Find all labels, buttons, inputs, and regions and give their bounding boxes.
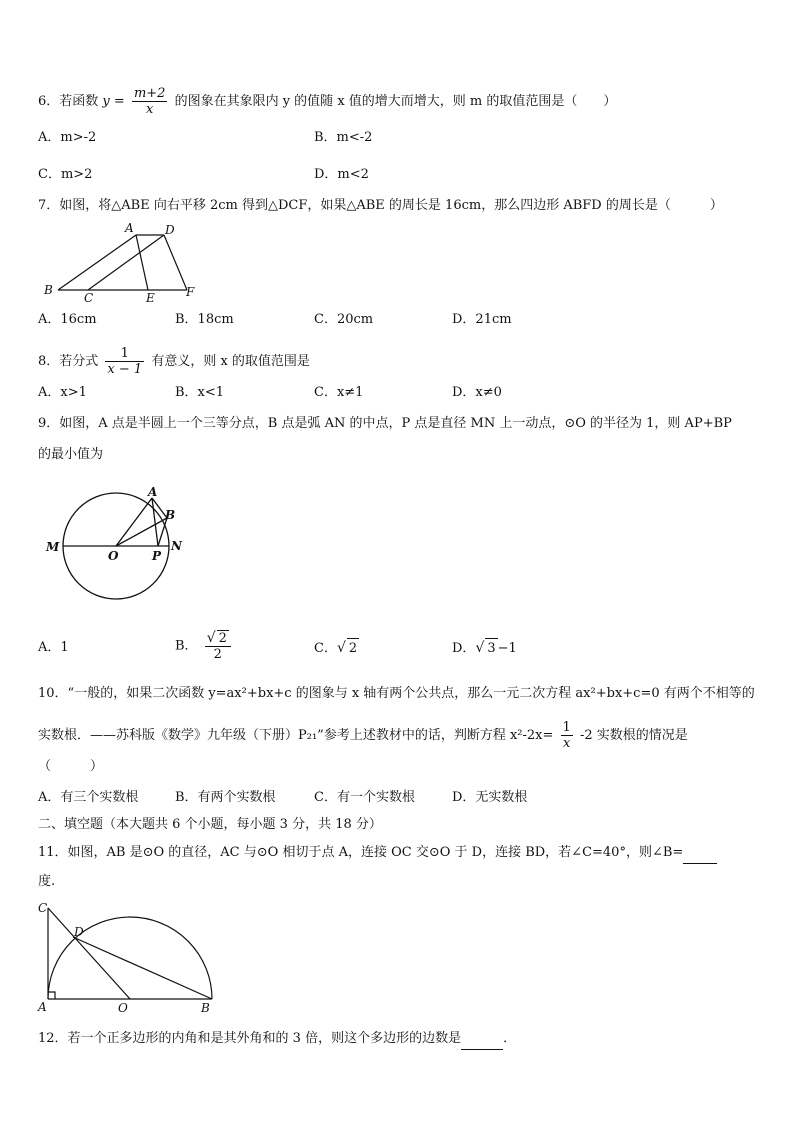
q7-stem: 7．如图，将△ABE 向右平移 2cm 得到△DCF，如果△ABE 的周长是 16cm，那么四边形 ABFD 的周长是（ ）: [38, 198, 723, 213]
q9-option-b-radicand: 2: [218, 631, 227, 646]
q9-label-o: O: [108, 549, 119, 563]
q9-option-b-numerator: √ 2: [205, 630, 231, 647]
q10-fraction: [561, 720, 573, 751]
q10-fraction-numerator: 1: [562, 720, 571, 735]
q11-stem-line2: 度.: [38, 874, 56, 889]
q9-option-b-fraction: [205, 630, 231, 662]
q9-option-b: [175, 630, 234, 662]
q6-prefix: 6．若函数: [38, 94, 99, 109]
q6-option-b: B．m<-2: [314, 130, 373, 145]
q12-stem: [38, 1029, 516, 1050]
q10-option-d: D．无实数根: [452, 790, 528, 805]
q11-answer-blank[interactable]: [683, 843, 717, 864]
q11-stem-line1: [38, 843, 717, 864]
q6-stem: [38, 86, 616, 117]
q7-line-dc: [88, 235, 164, 290]
q6-fraction-denominator: x: [146, 102, 154, 117]
q7-label-f: F: [186, 285, 195, 299]
q9-label-n: N: [171, 539, 182, 553]
q11-right-angle-mark: [48, 992, 55, 999]
q10-option-b: B．有两个实数根: [175, 790, 276, 805]
q11-label-b: B: [201, 1001, 210, 1015]
q11-label-d: D: [74, 925, 84, 939]
q8-fraction: [105, 346, 144, 377]
q9-segment-oa: [116, 498, 152, 546]
q8-prefix: 8．若分式: [38, 354, 99, 369]
q11-figure: [36, 898, 216, 1016]
q9-option-b-label: B．: [175, 638, 198, 654]
q8-stem: [38, 346, 310, 377]
q9-option-b-denominator: 2: [213, 647, 222, 662]
q12-stem-text: 12．若一个正多边形的内角和是其外角和的 3 倍，则这个多边形的边数是: [38, 1031, 462, 1046]
q10-stem-line1: 10．“一般的，如果二次函数 y=ax²+bx+c 的图象与 x 轴有两个公共点，那么一元二次方程 ax²+bx+c=0 有两个不相等的: [38, 686, 755, 701]
q7-label-e: E: [146, 291, 155, 305]
q8-option-a: A．x>1: [38, 385, 87, 400]
q6-fraction-numerator: m+2: [133, 86, 166, 101]
q9-option-c-radicand: 2: [347, 638, 359, 659]
q9-stem-line2: 的最小值为: [38, 447, 104, 462]
q9-label-p: P: [152, 549, 162, 563]
q9-label-a: A: [148, 485, 158, 499]
q10-option-a: A．有三个实数根: [38, 790, 139, 805]
q7-option-a: A．16cm: [38, 312, 97, 327]
q12-answer-blank[interactable]: [461, 1029, 503, 1050]
q10-line2-prefix: 实数根．——苏科版《数学》九年级（下册）P₂₁”参考上述教材中的话，判断方程 x²-2x=: [38, 728, 554, 743]
q10-stem-line2: [38, 720, 688, 751]
q6-option-a: A．m>-2: [38, 130, 97, 145]
q9-option-d-radicand: 3: [485, 638, 497, 659]
q10-option-c: C．有一个实数根: [314, 790, 415, 805]
q7-line-ba: [58, 235, 136, 290]
q11-stem-text: 11．如图，AB 是⊙O 的直径，AC 与⊙O 相切于点 A，连接 OC 交⊙O 于 D，连接 BD，若∠C=40°，则∠B=: [38, 845, 684, 860]
q11-segment-co: [48, 908, 130, 999]
q9-label-m: M: [46, 540, 60, 554]
q10-line2-suffix: -2 实数根的情况是: [579, 728, 688, 743]
q11-segment-db: [73, 937, 212, 999]
q6-option-d: D．m<2: [314, 167, 369, 182]
q6-y-eq: y =: [102, 94, 125, 109]
q7-label-c: C: [84, 291, 94, 305]
q12-stem-end: ．: [503, 1031, 517, 1046]
q6-option-c: C．m>2: [38, 167, 93, 182]
q6-fraction: [132, 86, 168, 117]
q9-label-b: B: [165, 508, 176, 522]
q7-option-c: C．20cm: [314, 312, 374, 327]
q7-label-d: D: [165, 223, 175, 237]
q7-line-ae: [136, 235, 148, 290]
q7-label-b: B: [44, 283, 53, 297]
q9-option-d-suffix: −1: [497, 641, 517, 656]
q7-line-df: [164, 235, 187, 290]
q8-fraction-denominator: x − 1: [107, 362, 143, 377]
q9-figure: [42, 478, 192, 613]
q9-option-d-label: D．: [452, 641, 476, 656]
q9-option-a: A．1: [38, 640, 69, 655]
q7-label-a: A: [125, 221, 134, 235]
q11-label-c: C: [38, 901, 48, 915]
q11-semicircle: [48, 917, 212, 999]
q9-option-c-label: C．: [314, 641, 337, 656]
q10-fraction-denominator: x: [563, 736, 571, 751]
q8-suffix: 有意义，则 x 的取值范围是: [151, 354, 310, 369]
section-heading: 二、填空题（本大题共 6 个小题，每小题 3 分，共 18 分）: [38, 817, 382, 832]
q11-label-a: A: [38, 1000, 47, 1014]
q11-label-o: O: [118, 1001, 128, 1015]
q10-stem-line3: （ ）: [38, 759, 104, 774]
q7-option-d: D．21cm: [452, 312, 512, 327]
q9-option-c: C．√ 2: [314, 638, 359, 659]
q6-suffix: 的图象在其象限内 y 的值随 x 值的增大而增大，则 m 的取值范围是（ ）: [174, 94, 617, 109]
q7-figure: [40, 220, 210, 305]
q8-fraction-numerator: 1: [105, 346, 144, 362]
q7-option-b: B．18cm: [175, 312, 234, 327]
q9-stem-line1: 9．如图，A 点是半圆上一个三等分点，B 点是弧 AN 的中点，P 点是直径 MN 上一动点，⊙O 的半径为 1，则 AP+BP: [38, 416, 732, 431]
q8-option-c: C．x≠1: [314, 385, 364, 400]
q8-option-b: B．x<1: [175, 385, 225, 400]
q9-option-d: D．√ 3 −1: [452, 638, 517, 659]
q8-option-d: D．x≠0: [452, 385, 502, 400]
